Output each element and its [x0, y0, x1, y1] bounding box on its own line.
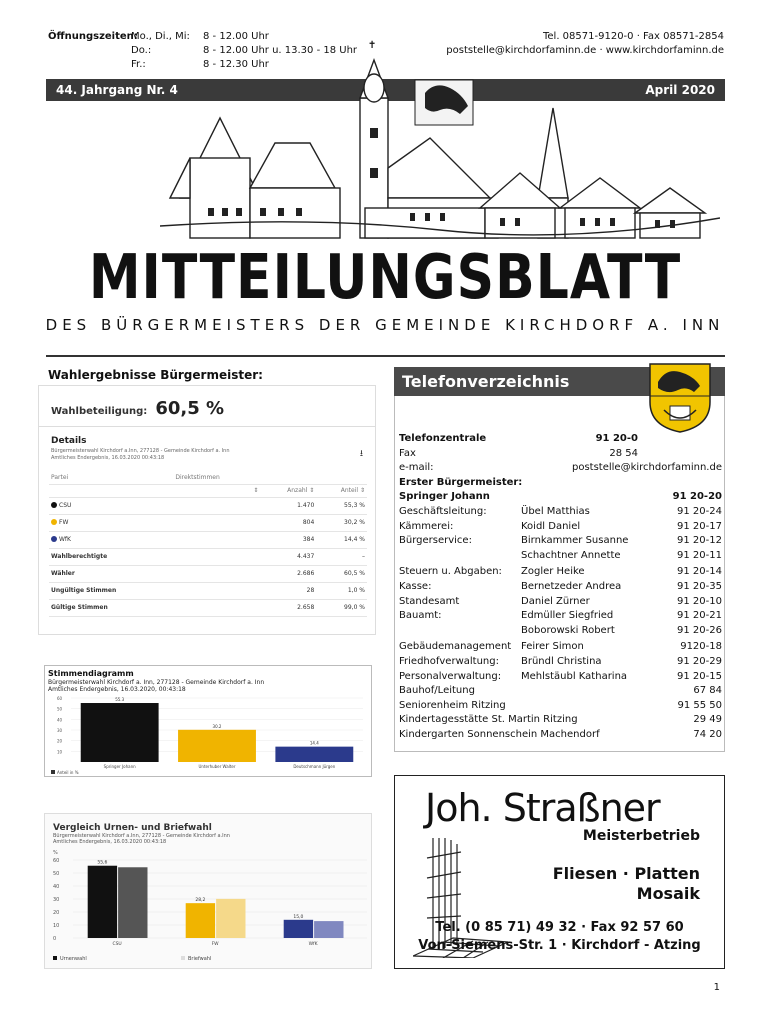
- hours-day: Mo., Di., Mi:: [131, 31, 190, 42]
- phonebook-label: Standesamt: [399, 595, 460, 607]
- legend-swatch: [51, 770, 55, 774]
- phonebook-person: Zogler Heike: [521, 566, 585, 578]
- y-tick-label: 10: [57, 749, 63, 755]
- phonebook-number: 91 20-26: [677, 624, 722, 636]
- phonebook-row: [399, 432, 722, 447]
- y-tick-label: 50: [57, 706, 63, 712]
- table-row: CSU 1.470 55,3 %: [49, 497, 367, 514]
- chart-subtitle: Bürgermeisterwahl Kirchdorf a. Inn, 277128 - Gemeinde Kirchdorf a. Inn Amtliches Endergebnis, 16.03.2020, 00:43:18: [48, 679, 265, 693]
- phonebook-label: Telefonzentrale: [399, 433, 487, 444]
- phonebook-label: Fax: [399, 447, 416, 459]
- phonebook-number: 91 20-24: [677, 505, 722, 517]
- phonebook-person: Bernetzeder Andrea: [521, 580, 622, 592]
- phonebook-row: [399, 609, 722, 624]
- phonebook-label: Kasse:: [399, 580, 432, 592]
- phonebook-row: [399, 580, 722, 595]
- results-table: Partei Direktstimmen ⇕ Anzahl ⇕ Anteil ⇕ CSU 1.470 55,3 % FW 804 30,2 % WfK 384 14,4 % Wahlberechtigte 4.437 – Wähler 2.686 60,5 % Ungültige Stimmen 28 1,0 % Gültige Stimmen 2.658 99,0 %: [49, 471, 367, 617]
- x-tick-label: Springer Johann: [103, 764, 136, 769]
- phonebook-person: Birnkammer Susanne: [521, 535, 629, 547]
- table-row: FW 804 30,2 %: [49, 514, 367, 531]
- phonebook-number: 74 20: [693, 728, 722, 740]
- col-party: Partei: [49, 471, 173, 484]
- turnout: [51, 398, 224, 419]
- phonebook-label: Springer Johann: [399, 491, 490, 503]
- bar: [88, 866, 117, 938]
- divider: [46, 355, 725, 357]
- phonebook-number: 91 20-14: [677, 566, 722, 578]
- bar: [216, 899, 245, 938]
- ad-meister: Meisterbetrieb: [582, 828, 700, 844]
- x-tick-label: FW: [211, 942, 219, 947]
- chart-title: Vergleich Urnen- und Briefwahl: [53, 823, 212, 833]
- page-number: 1: [713, 982, 720, 993]
- phonebook-row: [399, 655, 722, 670]
- hours-label: Öffnungszeiten:: [48, 31, 138, 42]
- y-tick-label: 60: [57, 696, 63, 701]
- y-tick-label: 60: [53, 858, 60, 864]
- phonebook-row: [399, 476, 722, 491]
- data-label: 15,0: [293, 914, 304, 920]
- hours-day: Do.:: [131, 45, 152, 56]
- phonebook-list: [399, 432, 722, 742]
- data-label: 14.4: [309, 740, 319, 746]
- data-label: 55.3: [115, 697, 125, 703]
- phonebook-row: [399, 699, 722, 714]
- ad-services-2: Mosaik: [636, 884, 700, 903]
- phonebook-number: 67 84: [693, 685, 722, 697]
- vote-chart: [44, 665, 372, 777]
- email-web: poststelle@kirchdorfaminn.de · www.kirchdorfaminn.de: [446, 45, 724, 56]
- phonebook-row: [399, 549, 722, 564]
- phonebook-row: [399, 640, 722, 655]
- phonebook-number: 91 20-29: [677, 655, 722, 667]
- x-tick-label: Unterhuber Walter: [198, 764, 236, 769]
- chart-subtitle: Bürgermeisterwahl Kirchdorf a.Inn, 277128 - Gemeinde Kirchdorf a.Inn Amtliches Endergebnis, 16.03.2020 00:43:18: [53, 833, 230, 845]
- legend-swatch: [53, 956, 57, 960]
- table-row: Wähler 2.686 60,5 %: [49, 565, 367, 582]
- data-label: 30.2: [212, 723, 222, 729]
- y-tick-label: 20: [53, 910, 60, 916]
- table-row: WfK 384 14,4 %: [49, 531, 367, 548]
- phonebook-person: Daniel Zürner: [521, 595, 590, 607]
- col-share: Anteil: [340, 487, 359, 494]
- data-label: 28,2: [195, 898, 206, 904]
- phonebook-person: Übel Matthias: [521, 505, 590, 517]
- phonebook-number: 91 55 50: [677, 699, 722, 711]
- bar: [178, 730, 256, 762]
- phonebook-number: 91 20-12: [677, 535, 722, 547]
- phonebook-person: Schachtner Annette: [521, 549, 621, 561]
- phone-fax: Tel. 08571-9120-0 · Fax 08571-2854: [542, 31, 724, 42]
- phonebook-person: Koidl Daniel: [521, 520, 581, 532]
- masthead-title: MITTEILUNGSBLATT: [88, 242, 682, 314]
- hours-day: Fr.:: [131, 59, 146, 70]
- bar: [284, 920, 313, 938]
- col-direct: Direktstimmen: [173, 471, 260, 484]
- phonebook-person: Boborowski Robert: [521, 624, 615, 636]
- download-icon[interactable]: ⭳: [359, 449, 363, 459]
- y-tick-label: 20: [57, 738, 63, 744]
- phonebook-heading: Telefonverzeichnis: [394, 367, 725, 396]
- phonebook-label: Friedhofverwaltung:: [399, 655, 499, 667]
- phonebook-person: Mehlstäubl Katharina: [521, 670, 628, 682]
- col-count: Anzahl: [287, 487, 308, 494]
- chart-title: Stimmendiagramm: [48, 669, 134, 678]
- phonebook-row: [399, 447, 722, 462]
- phonebook-person: Feirer Simon: [521, 641, 584, 653]
- phonebook-label: Seniorenheim Ritzing: [399, 699, 506, 711]
- hours-time: 8 - 12.00 Uhr: [203, 31, 269, 42]
- y-tick-label: 50: [53, 871, 60, 877]
- ad-services: Fliesen · Platten: [552, 864, 700, 883]
- phonebook-row: [399, 490, 722, 505]
- ad-address: Von-Siemens-Str. 1 · Kirchdorf - Atzing: [418, 938, 701, 953]
- phonebook-row: [399, 534, 722, 549]
- hours-time: 8 - 12.00 Uhr u. 13.30 - 18 Uhr: [203, 45, 358, 56]
- phonebook-row: [399, 624, 722, 639]
- phonebook-label: Gebäudemanagement: [399, 641, 512, 653]
- phonebook-number: 91 20-11: [677, 549, 722, 561]
- phonebook-label: Kindertagesstätte St. Martin Ritzing: [399, 714, 578, 726]
- bar: [81, 703, 159, 762]
- phonebook-row: [399, 520, 722, 535]
- data-label: 55,6: [97, 860, 108, 866]
- y-tick-label: 30: [53, 897, 60, 903]
- masthead-subtitle: DES BÜRGERMEISTERS DER GEMEINDE KIRCHDORF A. INN: [45, 316, 725, 334]
- ad-phone: Tel. (0 85 71) 49 32 · Fax 92 57 60: [435, 920, 684, 935]
- phonebook-person: Bründl Christina: [521, 655, 602, 667]
- issue-number: 44. Jahrgang Nr. 4: [56, 83, 178, 97]
- phonebook-row: [399, 565, 722, 580]
- phonebook-number: 9120-18: [680, 641, 722, 653]
- y-tick-label: 40: [57, 717, 63, 723]
- phonebook-row: [399, 595, 722, 610]
- x-tick-label: CSU: [112, 942, 122, 947]
- phonebook-row: [399, 461, 722, 476]
- phonebook-label: [399, 624, 521, 639]
- phonebook-row: [399, 670, 722, 685]
- phonebook-label: Bauamt:: [399, 610, 442, 622]
- details-title: Details: [51, 436, 87, 446]
- coat-of-arms-icon: [415, 80, 473, 125]
- phonebook-box: [394, 396, 725, 752]
- party-dot-icon: [51, 536, 57, 542]
- phonebook-label: Bauhof/Leitung: [399, 685, 475, 697]
- phonebook-row: [399, 684, 722, 699]
- turnout-label: Wahlbeteiligung:: [51, 406, 148, 417]
- phonebook-number: 91 20-35: [677, 580, 722, 592]
- phonebook-person: Edmüller Siegfried: [521, 610, 614, 622]
- legend-label: Briefwahl: [188, 956, 212, 962]
- phonebook-row: [399, 505, 722, 520]
- y-tick-label: 30: [57, 728, 63, 733]
- hours-time: 8 - 12.30 Uhr: [203, 59, 269, 70]
- issue-date: April 2020: [645, 83, 715, 97]
- y-tick-label: 40: [53, 884, 60, 890]
- phonebook-number: 91 20-15: [677, 670, 722, 682]
- comparison-chart: [44, 813, 372, 969]
- phonebook-label: Steuern u. Abgaben:: [399, 566, 502, 578]
- phonebook-number: 91 20-0: [595, 433, 638, 444]
- table-row: Wahlberechtigte 4.437 –: [49, 548, 367, 565]
- phonebook-label: Bürgerservice:: [399, 535, 472, 547]
- phonebook-number: 29 49: [693, 714, 722, 726]
- phonebook-label: [399, 549, 521, 564]
- table-row: Ungültige Stimmen 28 1,0 %: [49, 582, 367, 599]
- legend-label: Anteil in %: [57, 770, 79, 775]
- bar: [186, 903, 215, 938]
- phonebook-label: Kämmerei:: [399, 520, 454, 532]
- legend-swatch: [181, 956, 185, 960]
- comparison-chart-svg: [45, 848, 371, 968]
- bar: [314, 921, 343, 938]
- phonebook-number: 91 20-20: [672, 491, 722, 503]
- party-dot-icon: [51, 519, 57, 525]
- y-tick-label: 0: [53, 936, 57, 942]
- election-results-panel: [38, 385, 376, 635]
- phonebook-number: 91 20-10: [677, 595, 722, 607]
- phonebook-number: poststelle@kirchdorfaminn.de: [572, 462, 722, 474]
- cross-icon: ✝: [368, 40, 377, 51]
- x-tick-label: Deutschmann Jürgen: [293, 764, 336, 769]
- phonebook-number: 28 54: [609, 447, 638, 459]
- turnout-value: 60,5 %: [155, 398, 225, 419]
- advertisement: [394, 775, 725, 969]
- table-row: Gültige Stimmen 2.658 99,0 %: [49, 599, 367, 616]
- phonebook-label: e-mail:: [399, 462, 434, 474]
- phonebook-label: Kindergarten Sonnenschein Machendorf: [399, 728, 600, 740]
- village-illustration: [160, 48, 720, 248]
- vote-chart-svg: [45, 692, 371, 777]
- bar: [275, 747, 353, 762]
- phonebook-row: [399, 713, 722, 728]
- phonebook-label: Geschäftsleitung:: [399, 505, 487, 517]
- phonebook-label: Erster Bürgermeister:: [399, 476, 523, 488]
- ad-company-name: Joh. Straßner: [425, 786, 660, 830]
- election-heading: Wahlergebnisse Bürgermeister:: [48, 368, 263, 382]
- phonebook-number: 91 20-17: [677, 520, 722, 532]
- phonebook-row: [399, 728, 722, 743]
- phonebook-number: 91 20-21: [677, 610, 722, 622]
- details-subtitle: Bürgermeisterwahl Kirchdorf a.Inn, 277128 - Gemeinde Kirchdorf a. Inn Amtliches Endergebnis, 16.03.2020 00:43:18: [51, 448, 230, 461]
- party-dot-icon: [51, 502, 57, 508]
- x-tick-label: WfK: [308, 942, 318, 947]
- phonebook-label: Personalverwaltung:: [399, 670, 502, 682]
- y-unit-label: %: [53, 850, 58, 856]
- legend-label: Urnenwahl: [60, 956, 87, 962]
- bar: [118, 867, 147, 938]
- y-tick-label: 10: [53, 923, 60, 929]
